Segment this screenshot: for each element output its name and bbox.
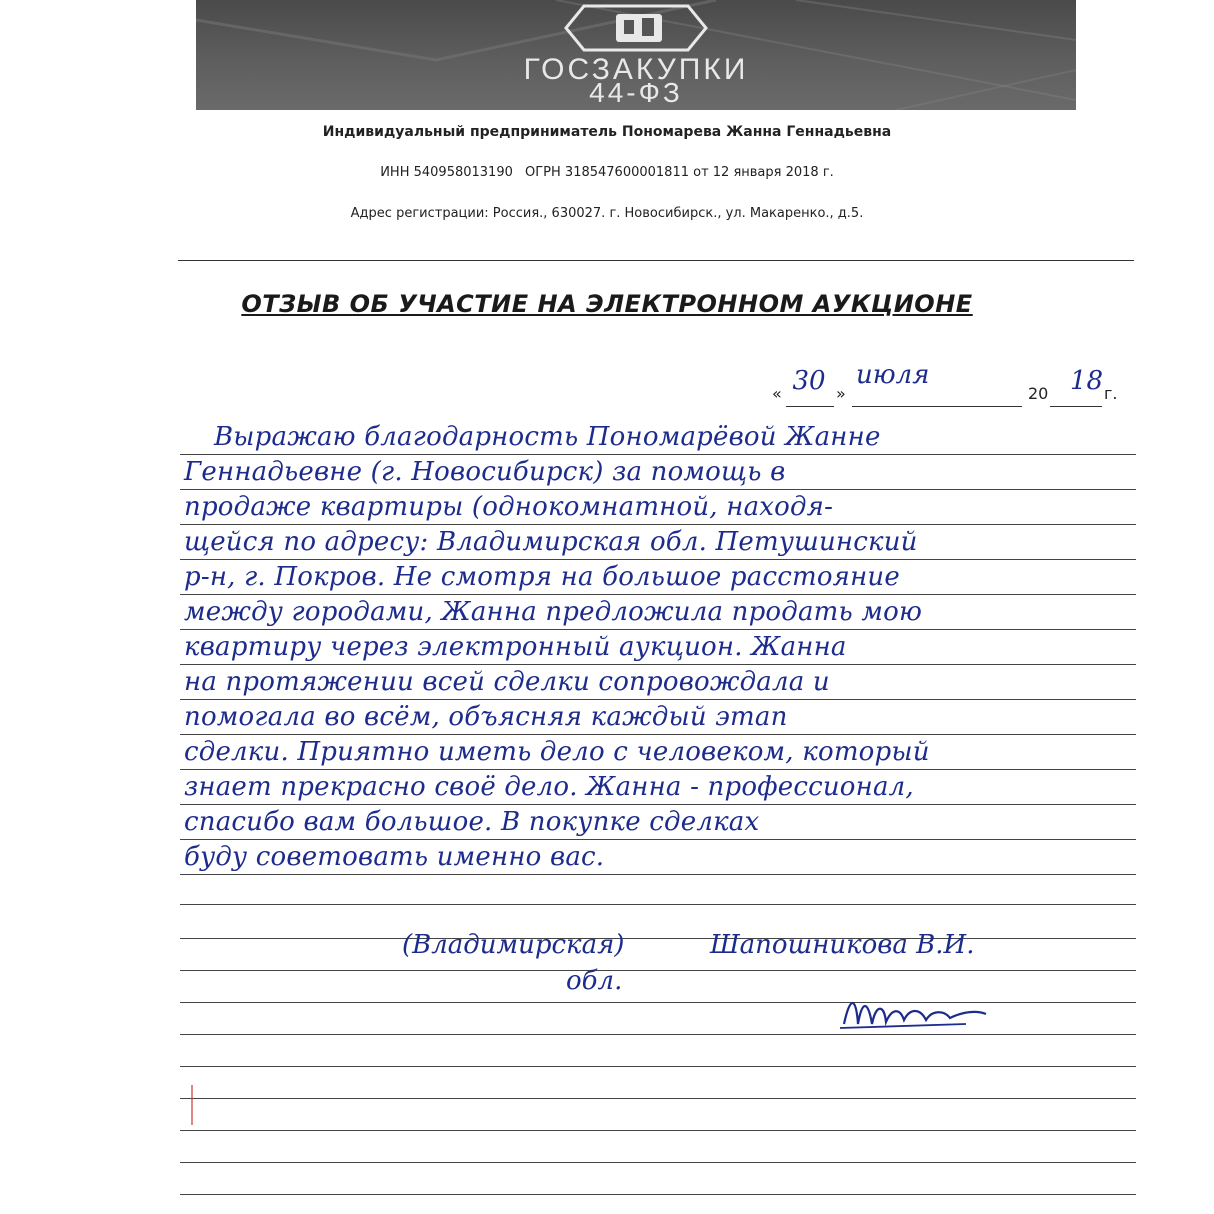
body-line: на протяжении всей сделки сопровождала и	[184, 667, 830, 697]
signature-region-suffix: обл.	[566, 966, 623, 996]
inn-value: ИНН 540958013190	[380, 165, 513, 180]
date-year-underline	[1050, 406, 1102, 407]
date-year-prefix: 20	[1028, 384, 1049, 403]
header-divider	[178, 260, 1134, 261]
ruled-line	[180, 904, 1136, 905]
ruled-line	[180, 559, 1136, 560]
date-open-quote: «	[772, 384, 782, 403]
ruled-line	[180, 769, 1136, 770]
ogrn-value: ОГРН 318547600001811 от 12 января 2018 г.	[525, 165, 834, 180]
ruled-line	[180, 734, 1136, 735]
brand-subtitle: 44-ФЗ	[589, 77, 683, 108]
body-line: спасибо вам большое. В покупке сделках	[184, 807, 760, 837]
handwritten-signature	[836, 990, 996, 1034]
ruled-line	[180, 1034, 1136, 1035]
signature-region: (Владимирская)	[402, 930, 625, 960]
body-line: продаже квартиры (однокомнатной, находя-	[184, 492, 834, 522]
body-line: знает прекрасно своё дело. Жанна - профессионал,	[184, 772, 914, 802]
ruled-line	[180, 874, 1136, 875]
ruled-line	[180, 938, 1136, 939]
header-banner	[196, 0, 1076, 110]
brand-title: ГОСЗАКУПКИ	[523, 53, 749, 86]
registration-address: Адрес регистрации: Россия., 630027. г. Новосибирск., ул. Макаренко., д.5.	[350, 206, 864, 221]
date-month: июля	[856, 360, 930, 390]
body-line: щейся по адресу: Владимирская обл. Петушинский	[184, 527, 918, 557]
date-close-quote: »	[836, 384, 846, 403]
body-line: Геннадьевне (г. Новосибирск) за помощь в	[184, 457, 786, 487]
ruled-line	[180, 1130, 1136, 1131]
ruled-line	[180, 804, 1136, 805]
body-line: сделки. Приятно иметь дело с человеком, который	[184, 737, 930, 767]
document-title: ОТЗЫВ ОБ УЧАСТИЕ НА ЭЛЕКТРОННОМ АУКЦИОНЕ	[241, 290, 973, 318]
ruled-line	[180, 454, 1136, 455]
signature-name: Шапошникова В.И.	[710, 930, 975, 960]
margin-mark	[186, 1085, 198, 1125]
ruled-line	[180, 1194, 1136, 1195]
ruled-line	[180, 839, 1136, 840]
body-line: помогала во всём, объясняя каждый этап	[184, 702, 788, 732]
ruled-line	[180, 524, 1136, 525]
organization-ids	[0, 165, 1214, 180]
ruled-line	[180, 1098, 1136, 1099]
ruled-line	[180, 1066, 1136, 1067]
ruled-line	[180, 489, 1136, 490]
body-line: буду советовать именно вас.	[184, 842, 605, 872]
date-year-suffix: 18	[1070, 366, 1104, 396]
date-day-underline	[786, 406, 834, 407]
ruled-line	[180, 664, 1136, 665]
date-g-suffix: г.	[1104, 384, 1118, 403]
body-line: квартиру через электронный аукцион. Жанна	[184, 632, 847, 662]
body-line: р-н, г. Покров. Не смотря на большое расстояние	[184, 562, 900, 592]
body-line: между городами, Жанна предложила продать мою	[184, 597, 923, 627]
ruled-line	[180, 699, 1136, 700]
date-day: 30	[792, 366, 826, 396]
ruled-line	[180, 594, 1136, 595]
ruled-line	[180, 629, 1136, 630]
organization-name: Индивидуальный предприниматель Пономарева Жанна Геннадьевна	[322, 124, 892, 140]
body-line: Выражаю благодарность Пономарёвой Жанне	[214, 422, 881, 452]
ruled-line	[180, 970, 1136, 971]
date-month-underline	[852, 406, 1022, 407]
ruled-line	[180, 1162, 1136, 1163]
